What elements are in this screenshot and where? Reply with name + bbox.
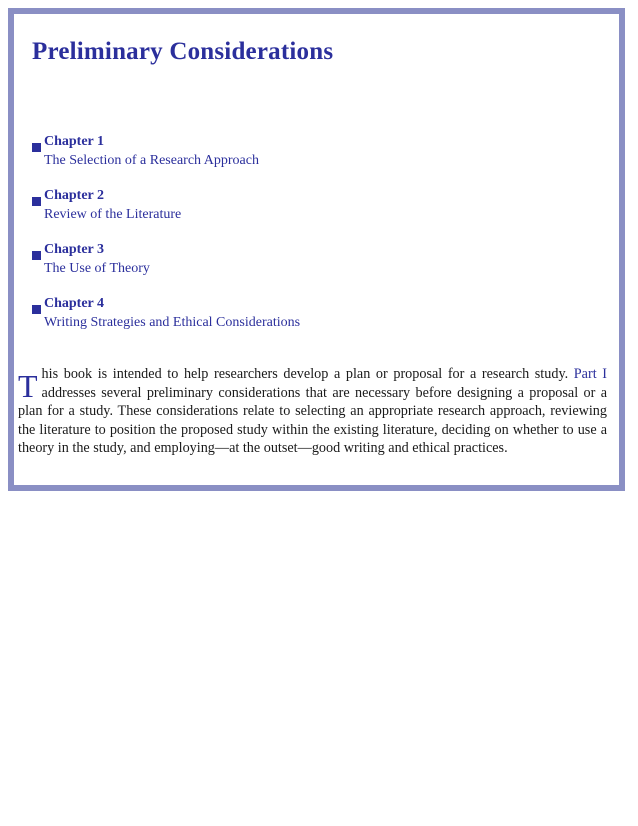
chapter-label: Chapter 2 [44, 188, 105, 203]
square-bullet-icon [32, 197, 41, 206]
chapter-title: Review of the Literature [44, 207, 182, 222]
chapter-label: Chapter 3 [44, 242, 105, 257]
chapter-item [32, 241, 300, 293]
chapter-item [32, 295, 300, 347]
chapter-label: Chapter 4 [44, 296, 105, 311]
square-bullet-icon [32, 143, 41, 152]
intro-paragraph [18, 365, 607, 458]
intro-text-rest: addresses several preliminary considerations that are necessary before designing a proposal or a plan for a study. These considerations relate to selecting an appropriate research approach, reviewing the literature to position the proposed study within the existing literature, deciding on whether to use a theory in the study, and employing—at the outset—good writing and ethical practices. [18, 384, 607, 456]
intro-text-start: his book is intended to help researchers develop a plan or proposal for a research study. [41, 366, 574, 382]
drop-cap: T [18, 368, 38, 404]
chapter-item [32, 133, 300, 185]
chapter-label: Chapter 1 [44, 134, 105, 149]
chapter-item [32, 187, 300, 239]
chapter-list [32, 133, 300, 349]
part-opener-frame [8, 8, 625, 491]
chapter-title: The Use of Theory [44, 261, 150, 276]
square-bullet-icon [32, 251, 41, 260]
chapter-title: Writing Strategies and Ethical Considerations [44, 315, 301, 330]
chapter-title: The Selection of a Research Approach [44, 153, 259, 168]
page-title: Preliminary Considerations [32, 38, 334, 65]
part-reference: Part I [573, 366, 607, 382]
square-bullet-icon [32, 305, 41, 314]
